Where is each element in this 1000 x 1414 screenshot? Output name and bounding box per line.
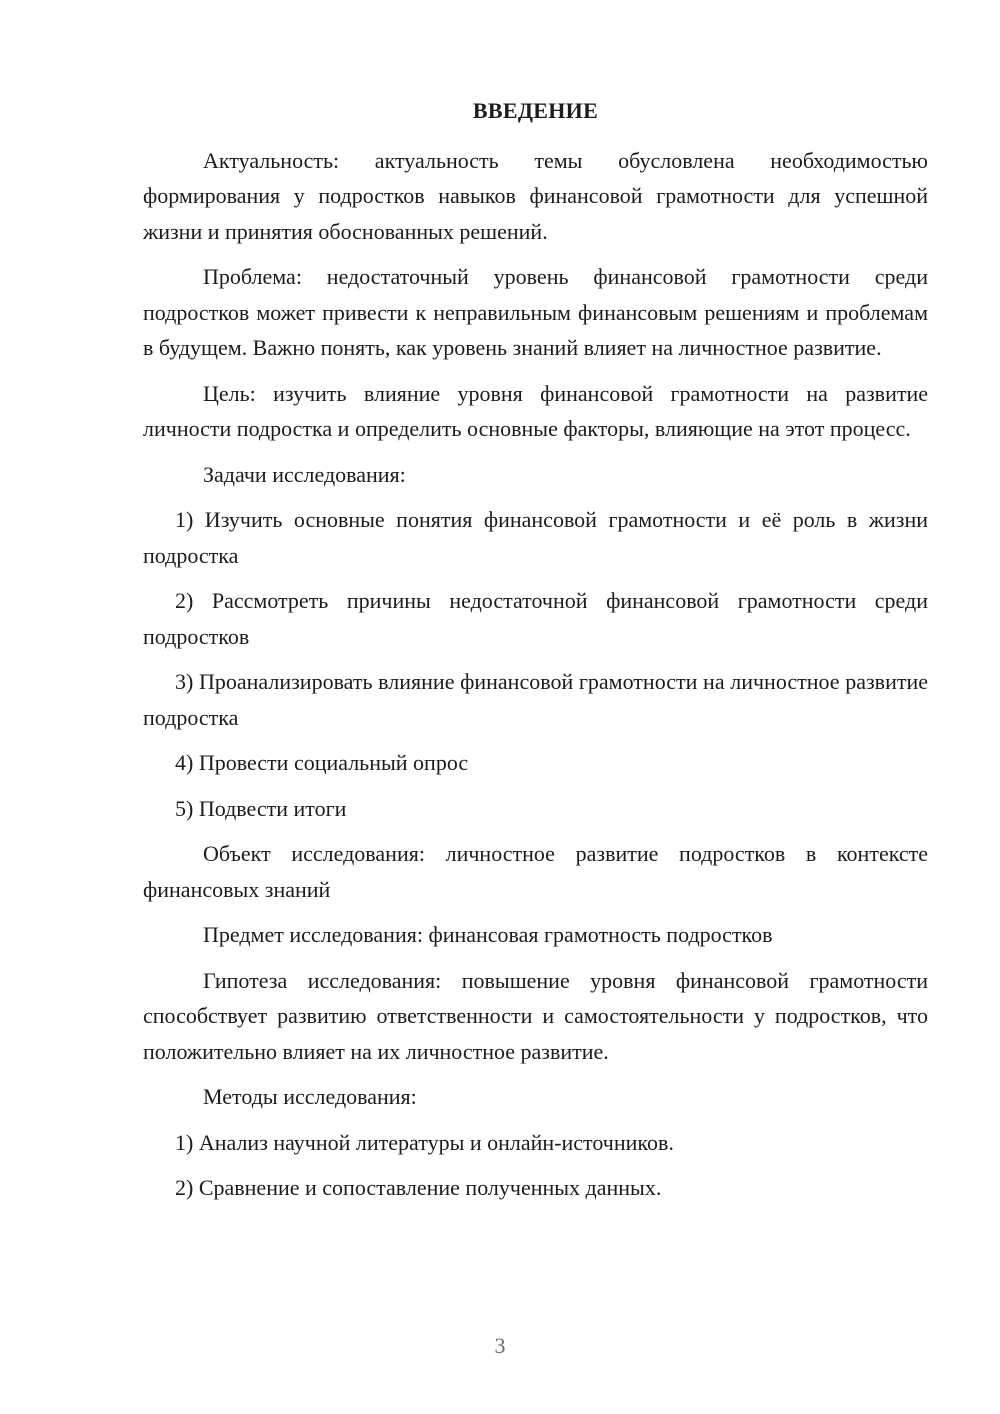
- method-item-2: 2) Сравнение и сопоставление полученных данных.: [175, 1175, 662, 1200]
- task-item-1: 1) Изучить основные понятия финансовой грамотности и её роль в жизни подростка: [143, 507, 928, 568]
- methods-heading: Методы исследования:: [203, 1084, 417, 1109]
- relevance-paragraph: Актуальность: актуальность темы обусловлена необходимостью формирования у подростков навыков финансовой грамотности для успешной жизни и принятия обоснованных решений.: [143, 147, 928, 244]
- problem-paragraph: Проблема: недостаточный уровень финансовой грамотности среди подростков может привести к неправильным финансовым решениям и проблемам в будущем. Важно понять, как уровень знаний влияет на личностное развитие.: [143, 264, 928, 360]
- task-item-2: 2) Рассмотреть причины недостаточной финансовой грамотности среди подростков: [143, 588, 928, 649]
- document-page: [143, 93, 928, 1216]
- hypothesis-paragraph: Гипотеза исследования: повышение уровня финансовой грамотности способствует развитию ответственности и самостоятельности у подростков, что положительно влияет на их личностное развитие.: [143, 967, 928, 1064]
- page-number: 3: [494, 1333, 506, 1358]
- subject-paragraph: Предмет исследования: финансовая грамотность подростков: [203, 922, 773, 947]
- document-title: ВВЕДЕНИЕ: [472, 98, 599, 123]
- task-item-4: 4) Провести социальный опрос: [175, 750, 469, 775]
- tasks-heading: Задачи исследования:: [203, 461, 406, 487]
- task-item-3: 3) Проанализировать влияние финансовой грамотности на личностное развитие подростка: [143, 669, 928, 730]
- object-paragraph: Объект исследования: личностное развитие подростков в контексте финансовых знаний: [143, 841, 928, 902]
- goal-paragraph: Цель: изучить влияние уровня финансовой грамотности на развитие личности подростка и определить основные факторы, влияющие на этот процесс.: [143, 380, 928, 441]
- task-item-5: 5) Подвести итоги: [175, 795, 347, 821]
- method-item-1: 1) Анализ научной литературы и онлайн-источников.: [175, 1129, 674, 1155]
